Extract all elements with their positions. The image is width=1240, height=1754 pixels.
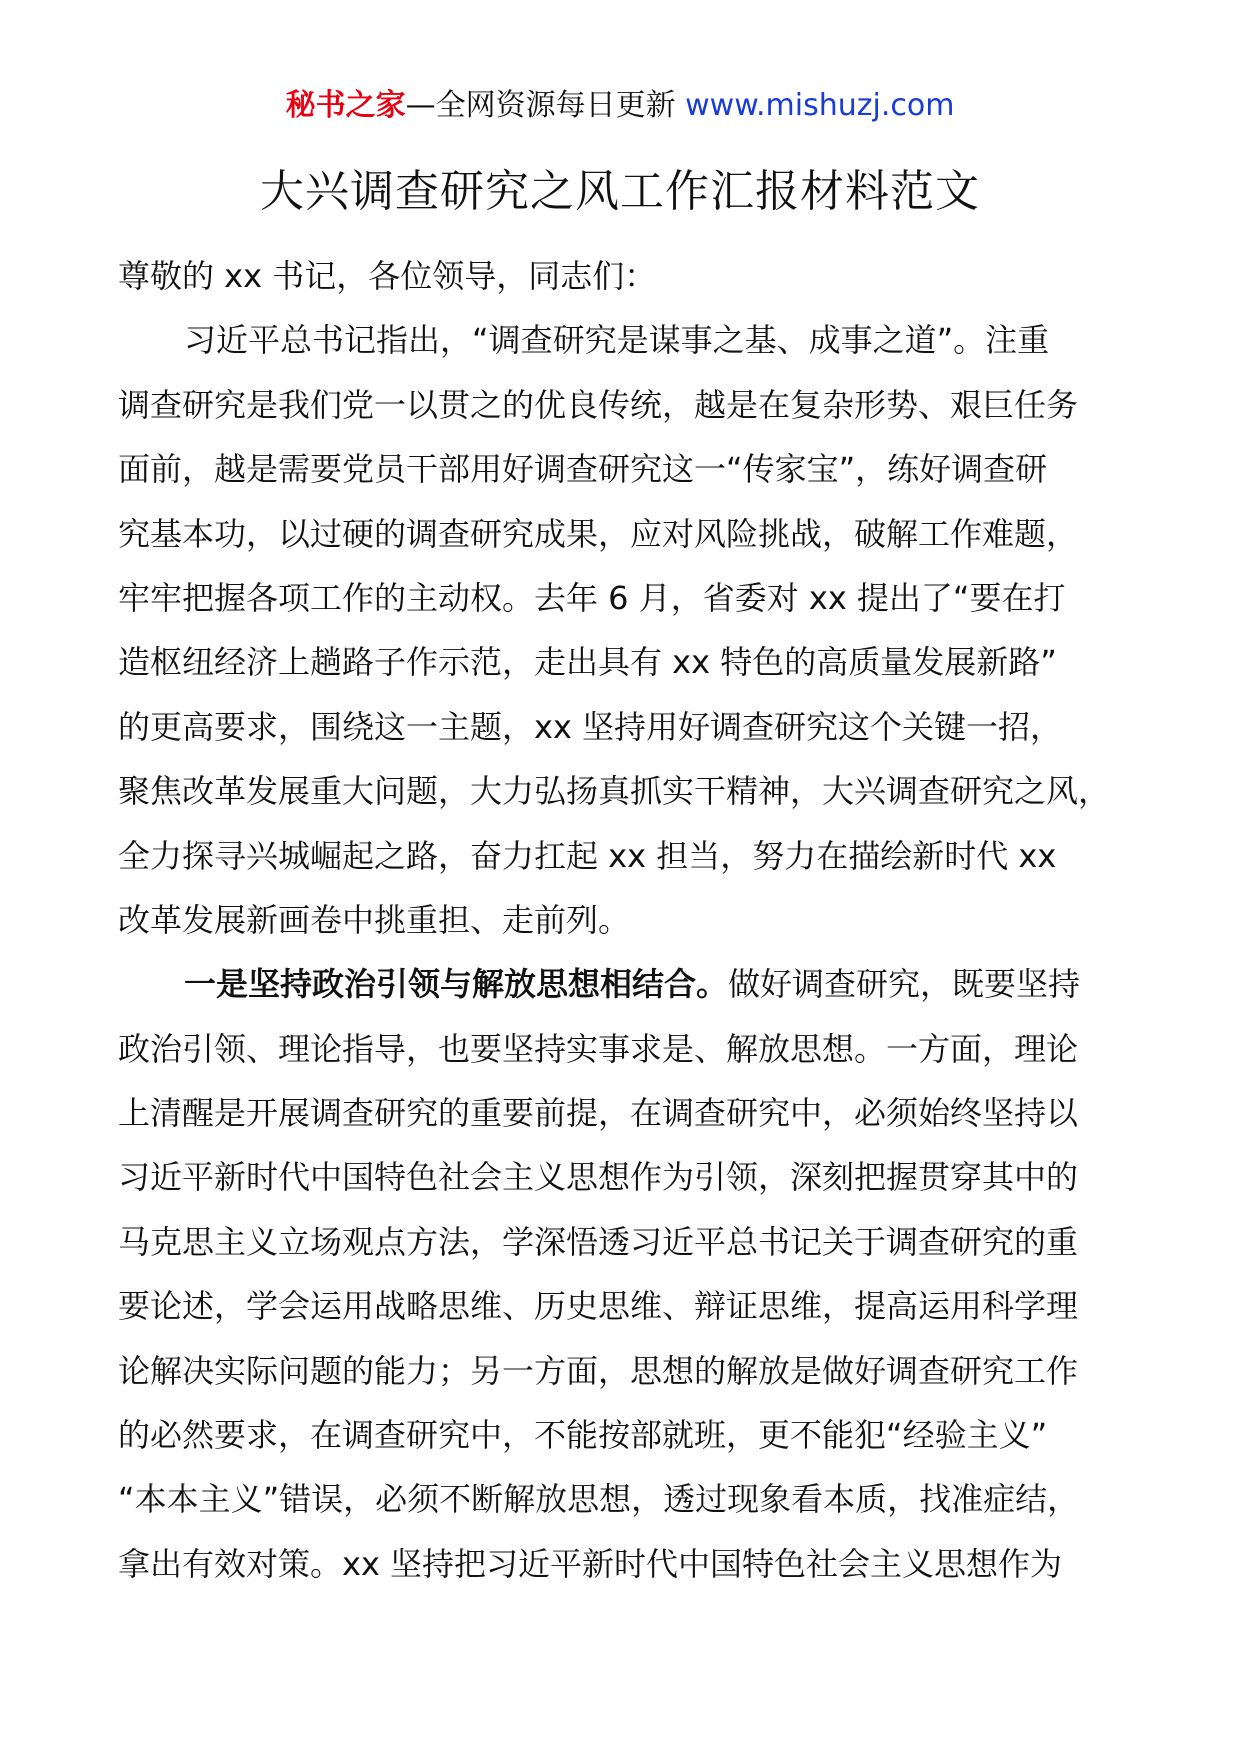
paragraph-line: 论解决实际问题的能力；另一方面，思想的解放是做好调查研究工作 <box>118 1351 1079 1390</box>
paragraph-line: 面前，越是需要党员干部用好调查研究这一“传家宝”，练好调查研 <box>118 450 1048 489</box>
site-header <box>0 86 1240 126</box>
paragraph-line: “本本主义”错误，必须不断解放思想，透过现象看本质，找准症结， <box>118 1480 1080 1519</box>
document-title: 大兴调查研究之风工作汇报材料范文 <box>260 166 980 217</box>
paragraph-1 <box>118 308 1158 952</box>
site-url-link[interactable]: www.mishuzj.com <box>685 88 955 123</box>
paragraph-line: 的必然要求，在调查研究中，不能按部就班，更不能犯“经验主义” <box>118 1416 1048 1455</box>
paragraph-2 <box>118 952 1158 1596</box>
paragraph-line: 马克思主义立场观点方法，学深悟透习近平总书记关于调查研究的重 <box>118 1222 1079 1261</box>
paragraph-line: 究基本功，以过硬的调查研究成果，应对风险挑战，破解工作难题， <box>118 514 1079 553</box>
document-body <box>118 244 1158 1596</box>
header-tagline: —全网资源每日更新 <box>405 88 676 123</box>
paragraph-line: 全力探寻兴城崛起之路，奋力扛起 xx 担当，努力在描绘新时代 xx <box>118 836 1057 875</box>
paragraph-line <box>118 952 1158 1016</box>
paragraph-line: 上清醒是开展调查研究的重要前提，在调查研究中，必须始终坚持以 <box>118 1094 1079 1133</box>
salutation: 尊敬的 xx 书记，各位领导，同志们： <box>118 257 657 295</box>
paragraph-line: 聚焦改革发展重大问题，大力弘扬真抓实干精神，大兴调查研究之风， <box>118 772 1111 811</box>
paragraph-line: 的更高要求，围绕这一主题，xx 坚持用好调查研究这个关键一招， <box>118 707 1063 746</box>
paragraph-line: 政治引领、理论指导，也要坚持实事求是、解放思想。一方面，理论 <box>118 1029 1079 1068</box>
paragraph-line: 牢牢把握各项工作的主动权。去年 6 月，省委对 xx 提出了“要在打 <box>118 578 1066 617</box>
section-heading: 一是坚持政治引领与解放思想相结合。 <box>184 965 729 1004</box>
section-heading-rest: 做好调查研究，既要坚持 <box>728 965 1081 1004</box>
paragraph-line: 习近平总书记指出，“调查研究是谋事之基、成事之道”。注重 <box>184 321 1050 360</box>
paragraph-line: 造枢纽经济上趟路子作示范，走出具有 xx 特色的高质量发展新路” <box>118 643 1057 682</box>
paragraph-line: 要论述，学会运用战略思维、历史思维、辩证思维，提高运用科学理 <box>118 1287 1079 1326</box>
paragraph-line: 改革发展新画卷中挑重担、走前列。 <box>118 900 631 939</box>
paragraph-line: 拿出有效对策。xx 坚持把习近平新时代中国特色社会主义思想作为 <box>118 1544 1063 1583</box>
paragraph-line: 习近平新时代中国特色社会主义思想作为引领，深刻把握贯穿其中的 <box>118 1158 1079 1197</box>
brand-name: 秘书之家 <box>285 88 406 123</box>
paragraph-line: 调查研究是我们党一以贯之的优良传统，越是在复杂形势、艰巨任务 <box>118 385 1079 424</box>
